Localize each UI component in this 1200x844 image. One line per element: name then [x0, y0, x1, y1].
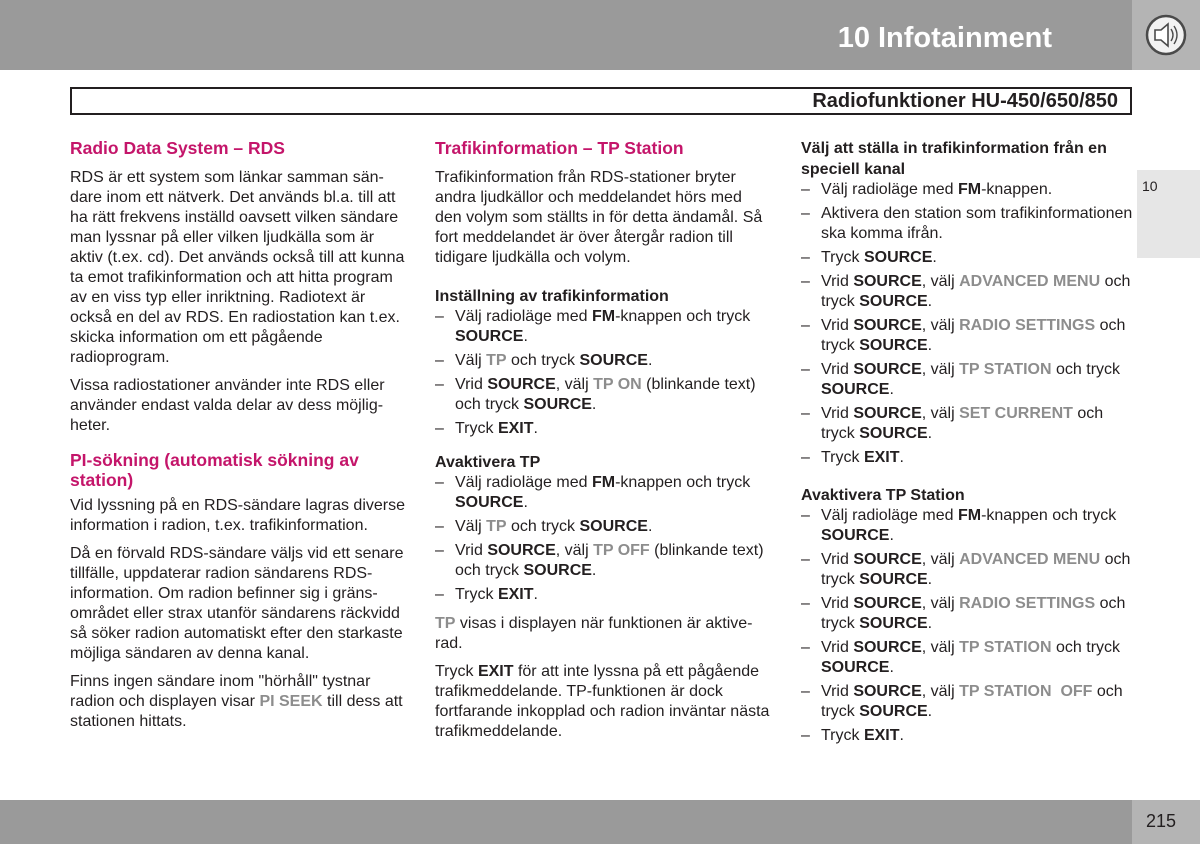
- list-item: – Vrid SOURCE, välj TP ON (blinkande text) och tryck SOURCE.: [435, 375, 770, 415]
- list-item: – Tryck EXIT.: [801, 448, 1133, 468]
- chapter-title: 10 Infotainment: [837, 22, 1052, 54]
- chapter-tab: [1137, 170, 1200, 258]
- list-item: – Tryck EXIT.: [435, 419, 770, 439]
- paragraph: RDS är ett system som länkar samman sändare inom ett nätverk. Det används bl.a. till att ha rätt frekvens inställd oavsett vilken sändare man lyssnar på eller vilken ljudkälla som är aktiv (t.ex. cd). Det används också till att kunna ta emot trafikinformation och att hitta program av en viss typ eller inriktning. Radiotext är också en del av RDS. En radiostation kan t.ex. skicka information om ett pågående radioprogram.: [70, 169, 405, 366]
- subheading-deactivate-tp-station: Avaktivera TP Station: [801, 487, 965, 504]
- section-header-box: [70, 87, 1132, 115]
- paragraph: Vissa radiostationer använder inte RDS eller använder endast valda delar av dess möjligheter.: [70, 377, 385, 434]
- list-item: – Vrid SOURCE, välj RADIO SETTINGS och tryck SOURCE.: [801, 594, 1133, 634]
- column-2: [435, 138, 770, 750]
- list-item: – Välj TP och tryck SOURCE.: [435, 517, 770, 537]
- speaker-icon: [1141, 13, 1191, 57]
- steps-list: [435, 473, 770, 605]
- steps-list: [801, 506, 1133, 746]
- heading-pi-search: PI-sökning (automatisk sökning av station): [70, 450, 359, 490]
- list-item: – Välj radioläge med FM-knappen och tryck SOURCE.: [435, 307, 770, 347]
- steps-list: [435, 307, 770, 439]
- list-item: – Vrid SOURCE, välj ADVANCED MENU och tryck SOURCE.: [801, 272, 1133, 312]
- list-item: – Välj radioläge med FM-knappen.: [801, 180, 1133, 200]
- bottom-bar: [0, 800, 1132, 844]
- list-item: – Tryck EXIT.: [801, 726, 1133, 746]
- list-item: – Välj TP och tryck SOURCE.: [435, 351, 770, 371]
- list-item: – Vrid SOURCE, välj TP STATION och tryck SOURCE.: [801, 638, 1133, 678]
- list-item: – Tryck EXIT.: [435, 585, 770, 605]
- page-number-box: [1132, 800, 1200, 844]
- page-number: 215: [1146, 811, 1177, 831]
- subheading-select-channel: Välj att ställa in trafikinformation från en speciell kanal: [801, 140, 1107, 178]
- list-item: – Vrid SOURCE, välj RADIO SETTINGS och tryck SOURCE.: [801, 316, 1133, 356]
- column-3: [801, 138, 1133, 755]
- heading-rds: Radio Data System – RDS: [70, 138, 285, 158]
- list-item: – Vrid SOURCE, välj TP STATION OFF och tryck SOURCE.: [801, 682, 1133, 722]
- list-item: – Tryck SOURCE.: [801, 248, 1133, 268]
- list-item: – Vrid SOURCE, välj TP STATION och tryck SOURCE.: [801, 360, 1133, 400]
- list-item: – Vrid SOURCE, välj ADVANCED MENU och tryck SOURCE.: [801, 550, 1133, 590]
- list-item: – Välj radioläge med FM-knappen och tryck SOURCE.: [801, 506, 1133, 546]
- paragraph: Då en förvald RDS-sändare väljs vid ett senare tillfälle, uppdaterar radion sändarens RDS-information. Om radion befinner sig i gränsområdet eller strax utanför sändarens räckvidd så söker radion automatiskt efter den starkaste möjliga sändaren av denna kanal.: [70, 545, 404, 662]
- list-item: – Välj radioläge med FM-knappen och tryck SOURCE.: [435, 473, 770, 513]
- list-item: – Aktivera den station som trafikinformationen ska komma ifrån.: [801, 204, 1133, 244]
- subheading-deactivate-tp: Avaktivera TP: [435, 454, 541, 471]
- paragraph: Trafikinformation från RDS-stationer bryter andra ljudkällor och meddelandet hörs med den volym som ställts in för detta ändamål. Så fort meddelandet är över återgår radion till tidigare ljudkälla och volym.: [435, 169, 763, 266]
- paragraph: TP visas i displayen när funktionen är aktiverad.: [435, 615, 753, 652]
- paragraph: Tryck EXIT för att inte lyssna på ett pågående trafikmeddelande. TP-funktionen är dock fortfarande inkopplad och radion inväntar nästa trafikmeddelande.: [435, 663, 770, 740]
- heading-tp: Trafikinformation – TP Station: [435, 138, 684, 158]
- chapter-icon-box: [1132, 0, 1200, 70]
- list-item: – Vrid SOURCE, välj SET CURRENT och tryck SOURCE.: [801, 404, 1133, 444]
- steps-list: [801, 180, 1133, 468]
- paragraph: Vid lyssning på en RDS-sändare lagras diverse information i radion, t.ex. trafikinformation.: [70, 497, 405, 534]
- list-item: – Vrid SOURCE, välj TP OFF (blinkande text) och tryck SOURCE.: [435, 541, 770, 581]
- section-title: Radiofunktioner HU-450/650/850: [812, 90, 1118, 112]
- paragraph: Finns ingen sändare inom "hörhåll" tystnar radion och displayen visar PI SEEK till dess att stationen hittats.: [70, 673, 403, 730]
- top-bar: [0, 0, 1132, 70]
- column-1: [70, 138, 410, 740]
- subheading-install: Inställning av trafikinformation: [435, 288, 669, 305]
- chapter-tab-label: 10: [1142, 178, 1158, 194]
